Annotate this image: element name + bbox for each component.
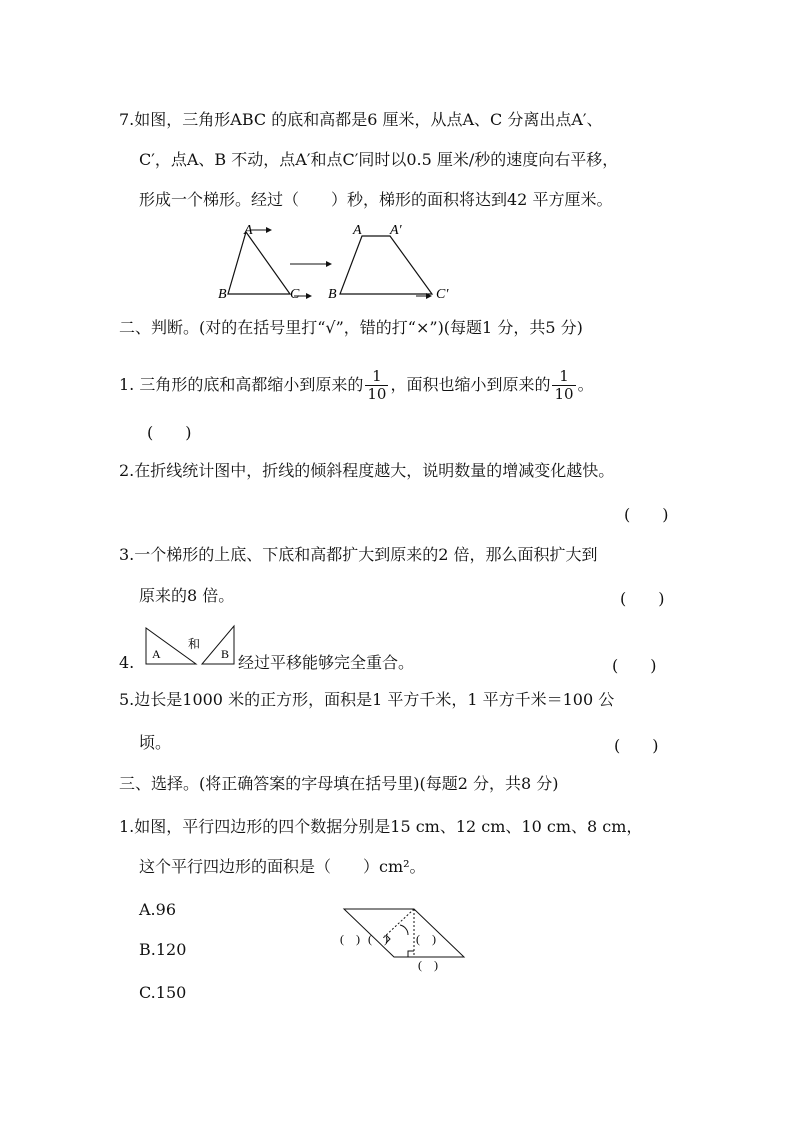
q7-line2: C′，点A、B 不动，点A′和点C′同时以0.5 厘米/秒的速度向右平移， [139,150,619,169]
s2-q5-line2: 顷。 [139,733,172,752]
s2-q4-answer-paren[interactable]: ( ) [612,656,657,675]
triangle-abc [228,232,290,294]
triangle-a-label: A [152,647,161,661]
s2-q5-answer-paren[interactable]: ( ) [614,736,659,755]
section3-title: 三、选择。(将正确答案的字母填在括号里)(每题2 分，共8 分) [119,774,559,793]
s2-q2-answer-paren[interactable]: ( ) [624,505,669,524]
right-angle-bottom [408,951,414,957]
s2-q3-line1: 3.一个梯形的上底、下底和高都扩大到原来的2 倍，那么面积扩大到 [119,545,598,564]
s3-q1-line2: 这个平行四边形的面积是（ ）cm²。 [139,857,426,876]
label-c-prime: C′ [436,287,449,302]
option-c[interactable]: C.150 [139,983,187,1002]
parallelogram-figure [330,905,470,975]
arrowhead-a [266,227,272,233]
s2-q1-text-b: ，面积也缩小到原来的 [390,375,551,394]
s2-q5-line1: 5.边长是1000 米的正方形，面积是1 平方千米，1 平方千米＝100 公 [119,690,615,709]
s2-q1 [119,366,594,404]
he-label: 和 [188,637,201,651]
triangle-b-label: B [221,647,230,661]
s2-q4-num: 4. [119,653,135,672]
fig-paren-left: ( ) [340,932,360,946]
label-a: A [244,223,253,238]
fraction-one-tenth-2: $\frac{1}{10}$ [554,367,574,403]
s2-q3-answer-paren[interactable]: ( ) [620,589,665,608]
s2-q1-answer-paren[interactable]: ( ) [147,423,192,442]
q4-triangles-figure [140,622,240,670]
fig-paren-mid: ( ) [368,932,388,946]
parallelogram [344,909,464,957]
s2-q3-line2: 原来的8 倍。 [139,586,235,605]
trapezoid [340,236,432,294]
q7-line3: 形成一个梯形。经过（ ）秒，梯形的面积将达到42 平方厘米。 [139,190,613,209]
fig-paren-right: ( ) [416,932,436,946]
s2-q4-text: 经过平移能够完全重合。 [238,653,415,672]
option-a[interactable]: A.96 [139,900,176,919]
label-a-prime: A′ [390,223,402,238]
q7-line1: 7.如图，三角形ABC 的底和高都是6 厘米，从点A、C 分离出点A′、 [119,110,603,129]
fraction-one-tenth: $\frac{1}{10}$ [367,367,387,403]
s2-q1-text-a: 1. 三角形的底和高都缩小到原来的 [119,375,364,394]
label-b2: B [328,287,337,302]
q7-figure [210,218,470,308]
s2-q1-text-c: 。 [577,375,594,394]
translate-arrowhead [326,261,332,267]
fig-paren-bottom: ( ) [418,958,438,972]
arrowhead-c [306,293,312,299]
s2-q2-text: 2.在折线统计图中，折线的倾斜程度越大，说明数量的增减变化越快。 [119,461,615,480]
section2-title: 二、判断。(对的在括号里打“√”，错的打“×”)(每题1 分，共5 分) [119,318,583,337]
s3-q1-line1: 1.如图，平行四边形的四个数据分别是15 cm、12 cm、10 cm、8 cm， [119,817,643,836]
option-b[interactable]: B.120 [139,940,187,959]
angle-arc [400,925,408,935]
label-c: C [290,287,300,302]
label-b: B [218,287,227,302]
triangle-b [202,626,234,664]
label-a2: A [353,223,362,238]
